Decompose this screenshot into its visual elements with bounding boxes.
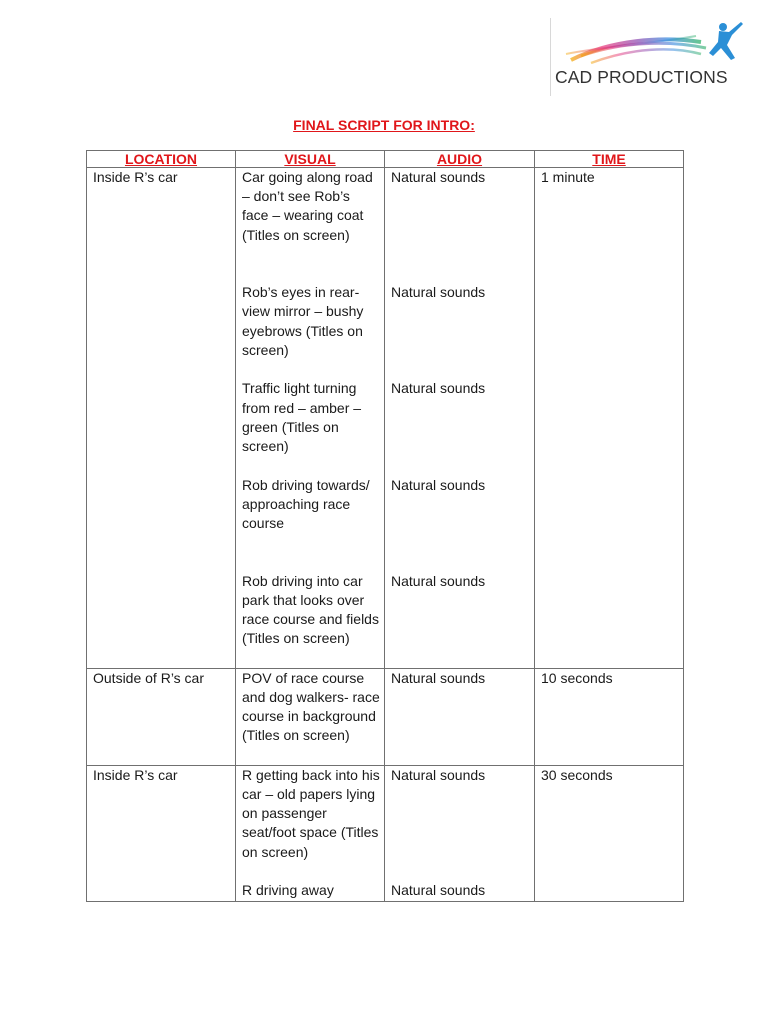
table-row — [87, 168, 684, 669]
audio-cell — [385, 668, 535, 765]
script-table — [86, 150, 684, 902]
logo-wordmark: CAD PRODUCTIONS — [555, 67, 728, 87]
audio-block: Natural sounds — [391, 881, 486, 898]
company-logo — [550, 18, 751, 96]
table-row — [87, 668, 684, 765]
location-cell: Inside R’s car — [87, 168, 236, 669]
visual-cell — [236, 668, 385, 765]
audio-block: Natural sounds — [391, 169, 486, 185]
visual-block: Rob driving into car park that looks over race course and fields (Titles on screen) — [242, 572, 379, 647]
visual-block: POV of race course and dog walkers- race course in background (Titles on screen) — [242, 669, 380, 744]
visual-cell — [236, 168, 385, 669]
header-audio: AUDIO — [385, 151, 535, 168]
visual-block: Traffic light turning from red – amber – green (Titles on screen) — [242, 380, 362, 454]
location-cell: Outside of R’s car — [87, 668, 236, 765]
visual-block: Car going along road – don’t see Rob’s face – wearing coat (Titles on screen) — [242, 169, 373, 243]
table-row — [87, 765, 684, 901]
visual-block: Rob’s eyes in rear-view mirror – bushy eyebrows (Titles on screen) — [242, 284, 364, 358]
location-cell: Inside R’s car — [87, 765, 236, 901]
visual-block: R driving away — [242, 881, 334, 898]
time-cell: 10 seconds — [535, 668, 684, 765]
header-time: TIME — [535, 151, 684, 168]
page-title: FINAL SCRIPT FOR INTRO: — [293, 117, 475, 133]
dancer-swoosh-icon — [551, 18, 751, 68]
time-cell: 30 seconds — [535, 765, 684, 901]
visual-block: Rob driving towards/ approaching race course — [242, 476, 370, 531]
audio-block: Natural sounds — [391, 380, 486, 397]
visual-cell — [236, 765, 385, 901]
visual-block: R getting back into his car – old papers lying on passenger seat/foot space (Titles on screen) — [242, 766, 380, 860]
audio-block: Natural sounds — [391, 284, 486, 301]
audio-block: Natural sounds — [391, 572, 486, 589]
header-visual: VISUAL — [236, 151, 385, 168]
time-cell: 1 minute — [535, 168, 684, 669]
audio-block: Natural sounds — [391, 766, 486, 783]
audio-block: Natural sounds — [391, 476, 486, 493]
audio-cell — [385, 168, 535, 669]
audio-block: Natural sounds — [391, 669, 486, 686]
table-header-row — [87, 151, 684, 168]
header-location: LOCATION — [87, 151, 236, 168]
audio-cell — [385, 765, 535, 901]
